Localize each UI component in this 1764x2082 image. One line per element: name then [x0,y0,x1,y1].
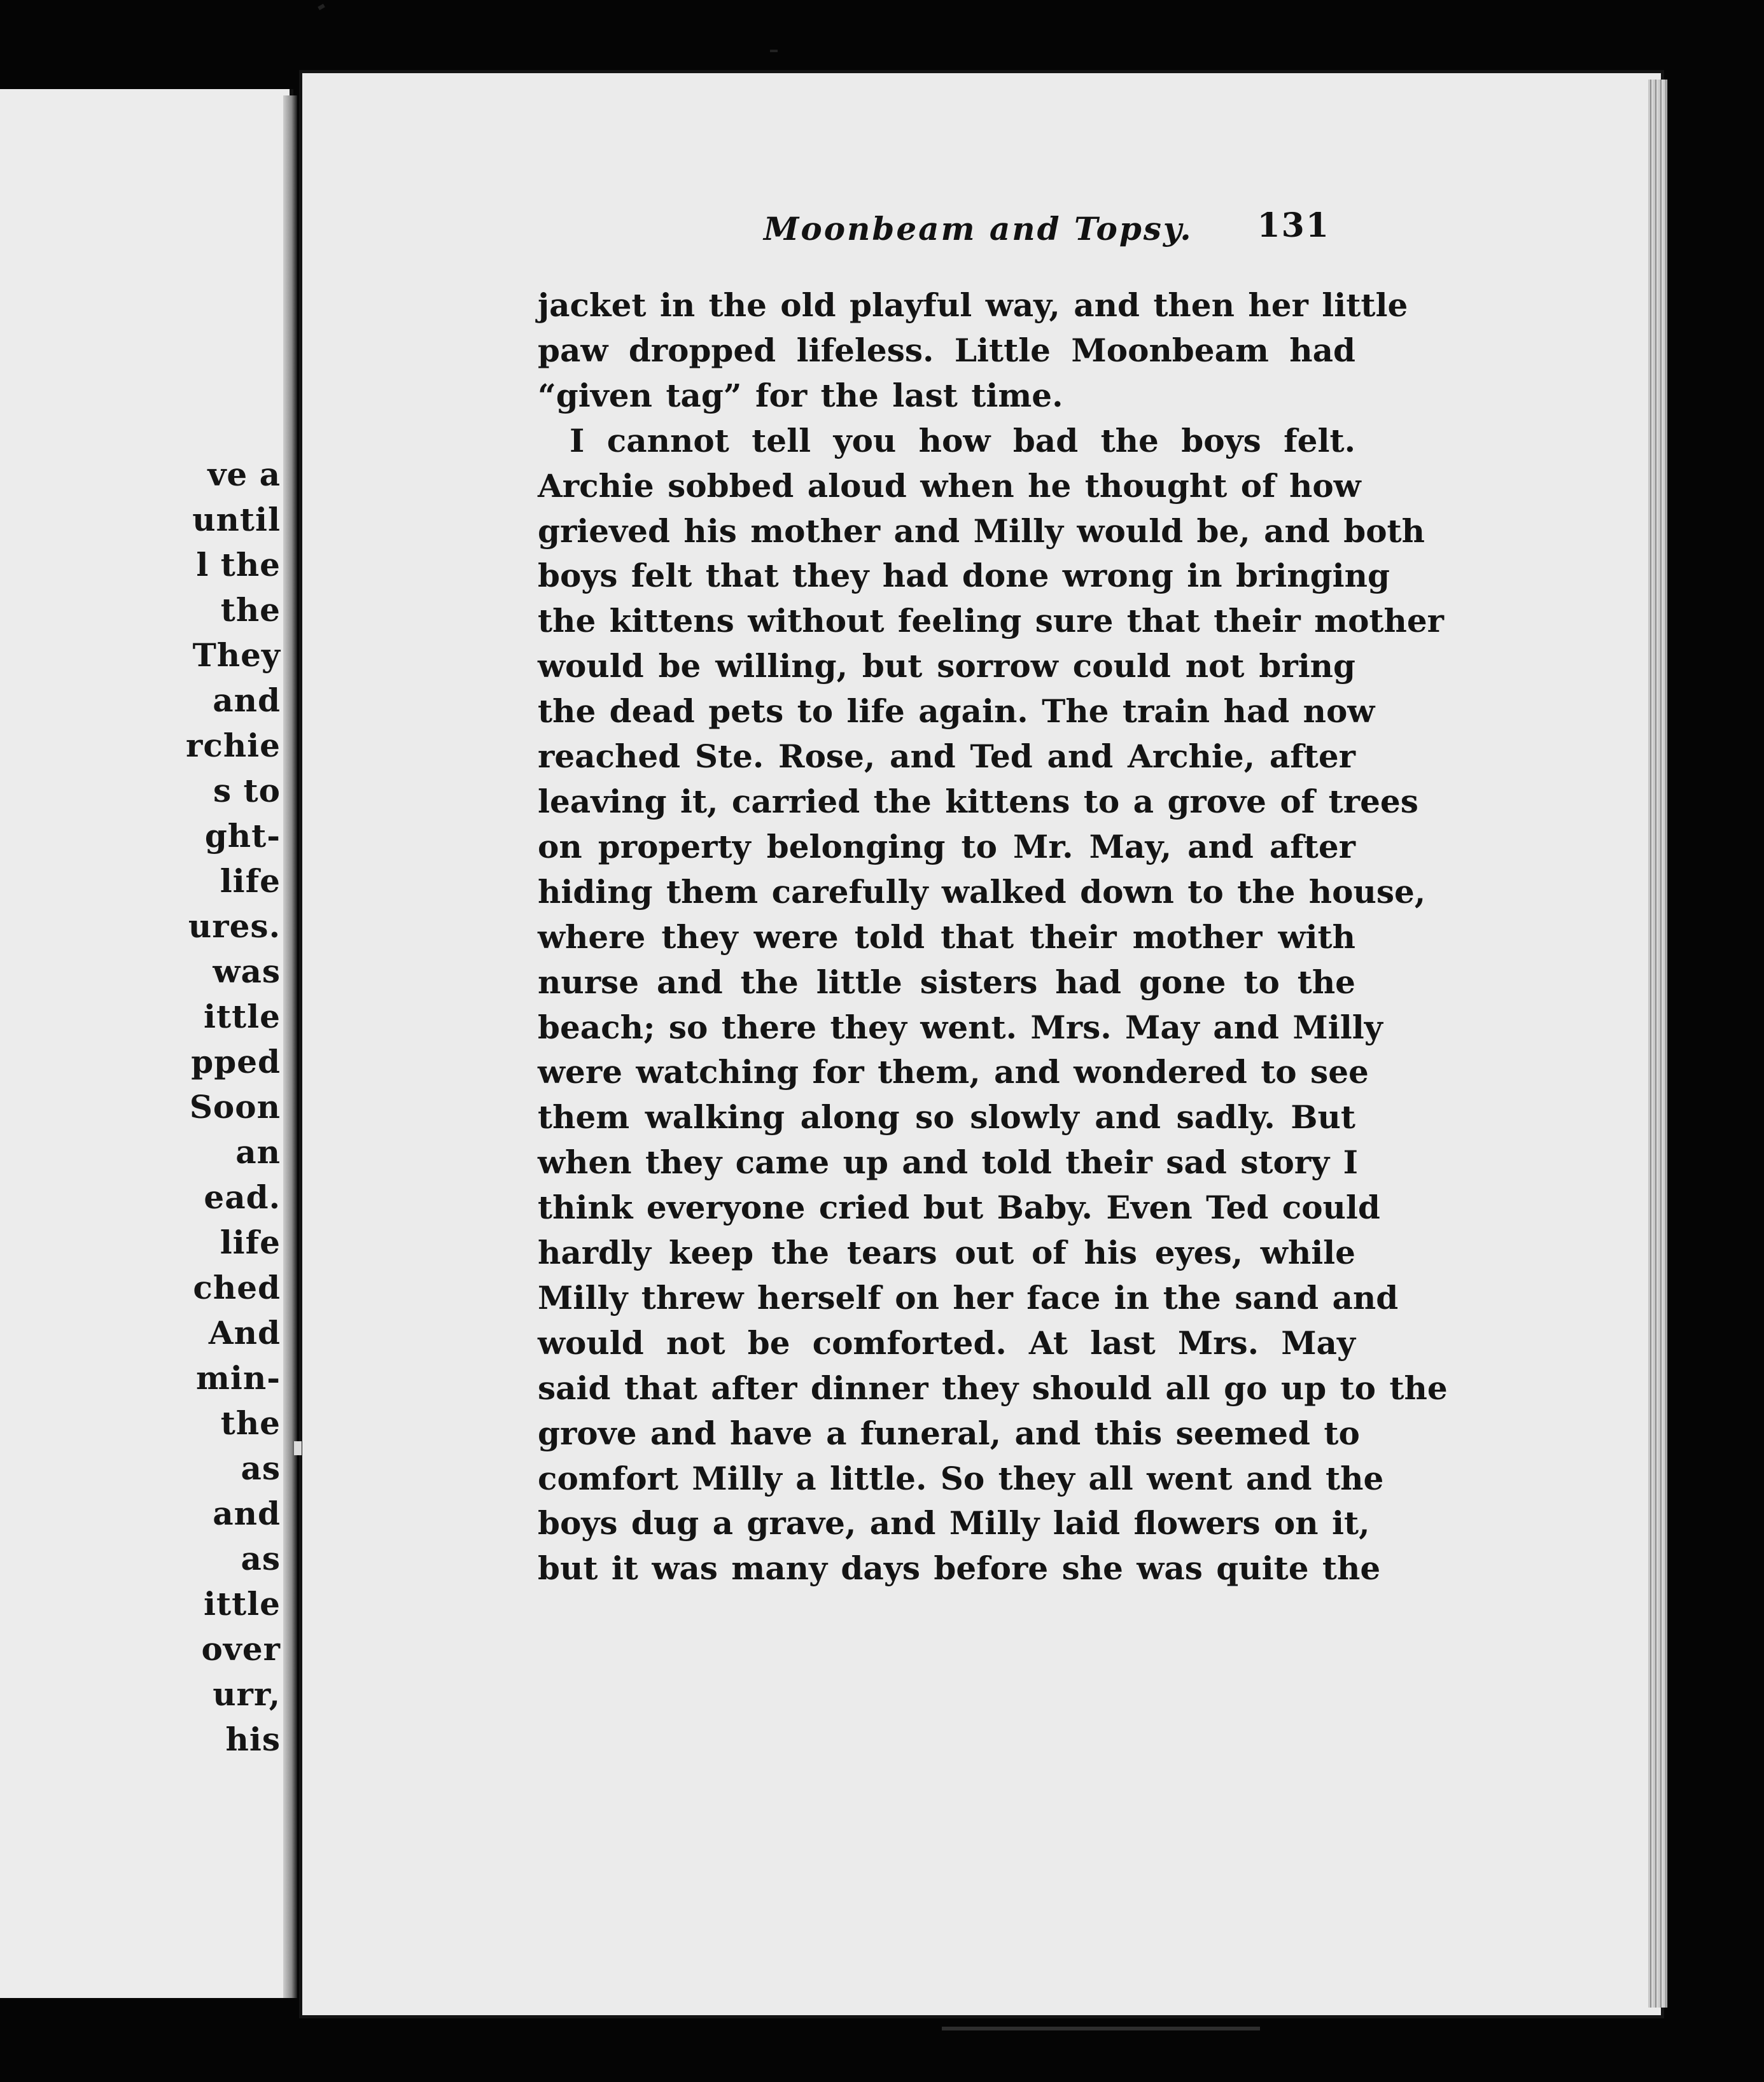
left-page-line: until [192,501,281,538]
left-page-line: min- [195,1359,281,1397]
left-page-line: rchie [186,727,281,764]
body-text-line: jacket in the old playful way, and then her little [538,286,1408,324]
body-text-line: hiding them carefully walked down to the house, [538,872,1426,911]
body-text-line: think everyone cried but Baby. Even Ted could [538,1189,1380,1227]
left-page-line: ittle [204,998,281,1035]
left-page-line: ures. [188,907,281,945]
body-text-line: would be willing, but sorrow could not bring [538,647,1355,685]
left-page-line: ead. [204,1178,281,1216]
left-page-line: ittle [204,1585,281,1623]
left-page-line: They [192,636,281,674]
body-text-line: where they were told that their mother with [538,918,1355,956]
left-page-line: life [220,1224,281,1261]
body-text-line: reached Ste. Rose, and Ted and Archie, after [538,737,1355,776]
left-page-line: the [220,1404,281,1442]
left-page-line: ched [193,1269,281,1306]
body-text-line: Archie sobbed aloud when he thought of how [538,466,1361,505]
left-page-line: and [213,681,281,719]
scan-mark [318,4,325,10]
left-page-line: l the [196,546,281,583]
scan-mark [294,1441,302,1455]
running-head [445,205,1330,256]
body-text-line: nurse and the little sisters had gone to the [538,963,1355,1001]
left-page-text-fragments [186,452,281,1762]
left-page-line: and [213,1495,281,1532]
left-page-line: life [220,862,281,900]
body-text-line: the kittens without feeling sure that their mother [538,602,1445,640]
body-text-line: would not be comforted. At last Mrs. May [538,1324,1355,1362]
left-page-line: ve a [207,456,281,493]
body-text-line: comfort Milly a little. So they all went and the [538,1459,1384,1497]
left-page-line: s to [213,772,281,809]
body-text-line: the dead pets to life again. The train had now [538,692,1375,730]
body-text-line: beach; so there they went. Mrs. May and Milly [538,1008,1383,1046]
left-page-line: over [201,1630,281,1668]
body-text-line: them walking along so slowly and sadly. But [538,1098,1355,1136]
body-text-line: but it was many days before she was quite the [538,1549,1381,1588]
page-edge [1648,80,1667,2008]
body-text-line: paw dropped lifeless. Little Moonbeam had [538,331,1355,369]
page-number: 131 [1257,206,1330,245]
body-text-line: “given tag” for the last time. [538,376,1063,414]
left-page-line: was [213,953,281,990]
body-text-line: I cannot tell you how bad the boys felt. [570,421,1355,459]
left-page-line: urr, [213,1675,281,1713]
left-facing-page [0,89,293,1998]
body-text-line: boys dug a grave, and Milly laid flowers on it, [538,1504,1370,1542]
running-title: Moonbeam and Topsy. [764,210,1193,248]
left-page-line: as [241,1450,281,1487]
body-text-line: said that after dinner they should all go up to the [538,1369,1448,1407]
scan-mark [942,2027,1260,2030]
left-page-line: And [208,1314,281,1352]
body-text-line: when they came up and told their sad story I [538,1143,1359,1182]
body-text-line: on property belonging to Mr. May, and after [538,827,1355,865]
scan-mark [770,50,778,52]
left-page-line: Soon [189,1088,281,1126]
body-text-line: grove and have a funeral, and this seemed to [538,1414,1360,1452]
body-text-line: hardly keep the tears out of his eyes, while [538,1234,1355,1272]
body-text-line: grieved his mother and Milly would be, and both [538,512,1425,550]
left-page-line: pped [191,1043,281,1080]
left-page-line: his [225,1721,281,1758]
left-page-line: an [235,1133,281,1171]
left-page-line: the [220,591,281,629]
left-page-line: ght- [204,817,281,855]
body-text-line: Milly threw herself on her face in the sand and [538,1278,1399,1317]
body-text [538,283,1448,1591]
book-gutter [283,95,297,1998]
body-text-line: boys felt that they had done wrong in bringing [538,557,1390,595]
left-page-line: as [241,1540,281,1577]
body-text-line: leaving it, carried the kittens to a grove of trees [538,782,1418,820]
body-text-line: were watching for them, and wondered to see [538,1053,1369,1091]
